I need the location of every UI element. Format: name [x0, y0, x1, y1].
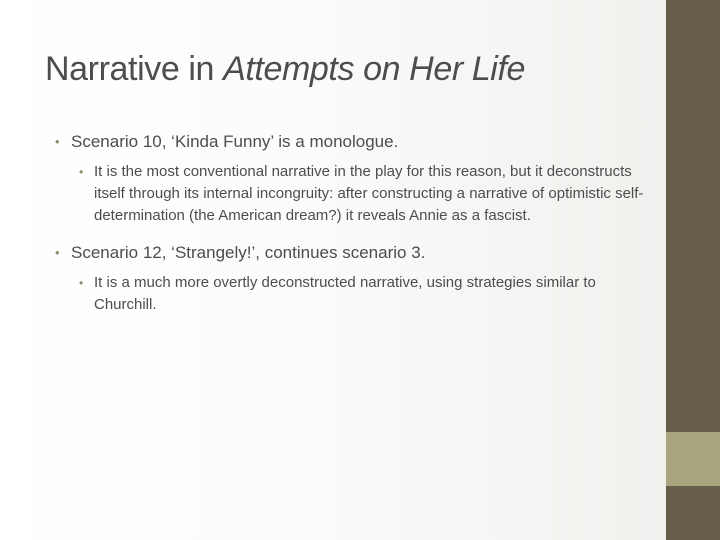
bullet-level2: [79, 161, 655, 227]
title-prefix: Narrative in: [45, 50, 224, 88]
bullet-level2: [79, 272, 655, 316]
title-italic: Attempts on Her Life: [223, 50, 526, 88]
slide-content: [55, 130, 655, 330]
bullet-icon: •: [55, 134, 60, 149]
bullet-text: Scenario 10, ‘Kinda Funny’ is a monologue.: [71, 132, 399, 151]
bullet-level1: [55, 130, 655, 153]
side-accent-block: [666, 432, 720, 486]
bullet-level1: [55, 241, 655, 264]
sub-bullet-text: It is the most conventional narrative in the play for this reason, but it deconstructs itself through its internal incongruity: after constructing a narrative of optimistic self-determination (the American dream?) it reveals Annie as a fascist.: [94, 163, 644, 224]
slide-title: [45, 44, 655, 94]
sub-bullet-text: It is a much more overtly deconstructed narrative, using strategies similar to Churchill.: [94, 274, 596, 313]
bullet-icon: •: [79, 276, 84, 290]
bullet-icon: •: [55, 245, 60, 260]
bullet-text: Scenario 12, ‘Strangely!’, continues scenario 3.: [71, 243, 426, 262]
bullet-icon: •: [79, 165, 84, 179]
